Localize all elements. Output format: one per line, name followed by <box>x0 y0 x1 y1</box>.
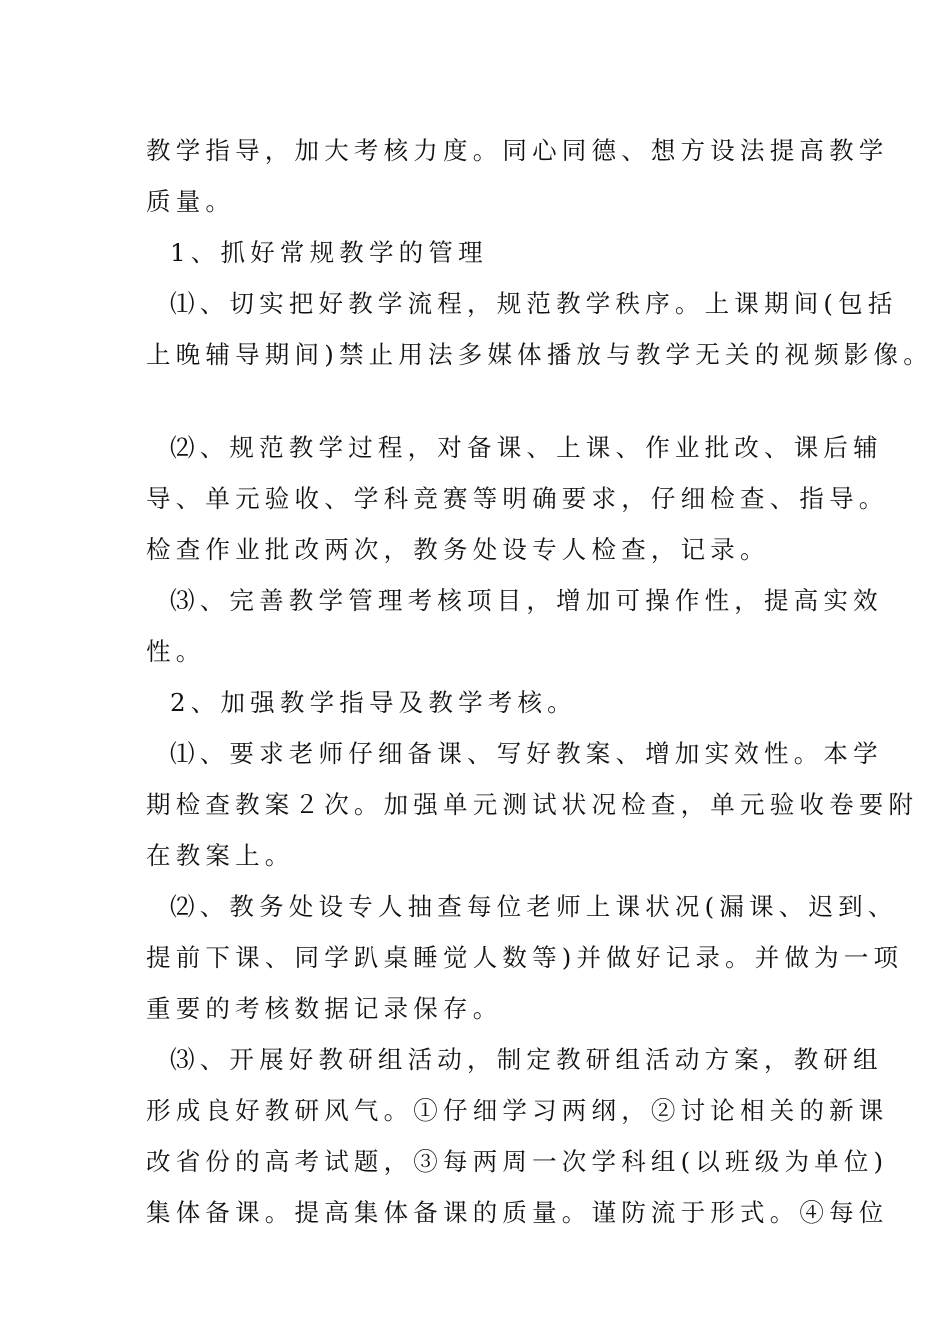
text-line-9: ⑶、完善教学管理考核项目，增加可操作性，提高实效 <box>170 586 883 615</box>
text-line-8: 检查作业批改两次，教务处设专人检查，记录。 <box>146 535 770 564</box>
text-line-16: 提前下课、同学趴桌睡觉人数等)并做好记录。并做为一项 <box>146 943 904 972</box>
text-line-17: 重要的考核数据记录保存。 <box>146 994 503 1023</box>
text-line-6: ⑵、规范教学过程，对备课、上课、作业批改、课后辅 <box>170 433 883 462</box>
text-line-4: ⑴、切实把好教学流程，规范教学秩序。上课期间(包括 <box>170 289 898 318</box>
text-line-21: 集体备课。提高集体备课的质量。谨防流于形式。④每位 <box>146 1198 889 1227</box>
text-line-5: 上晚辅导期间)禁止用法多媒体播放与教学无关的视频影像。 <box>146 340 933 369</box>
text-line-1: 教学指导，加大考核力度。同心同德、想方设法提高教学 <box>146 136 889 165</box>
heading-2: 2、加强教学指导及教学考核。 <box>170 688 577 717</box>
text-line-15: ⑵、教务处设专人抽查每位老师上课状况(漏课、迟到、 <box>170 892 898 921</box>
text-line-7: 导、单元验收、学科竞赛等明确要求，仔细检查、指导。 <box>146 484 889 513</box>
text-line-20: 改省份的高考试题，③每两周一次学科组(以班级为单位) <box>146 1147 889 1176</box>
text-line-13: 期检查教案２次。加强单元测试状况检查，单元验收卷要附 <box>146 790 919 819</box>
text-line-19: 形成良好教研风气。①仔细学习两纲，②讨论相关的新课 <box>146 1096 889 1125</box>
heading-1: 1、抓好常规教学的管理 <box>170 238 488 267</box>
paragraph-gap <box>146 380 826 422</box>
text-line-14: 在教案上。 <box>146 841 295 870</box>
text-line-2: 质量。 <box>146 187 236 216</box>
text-line-18: ⑶、开展好教研组活动，制定教研组活动方案，教研组 <box>170 1045 883 1074</box>
text-line-12: ⑴、要求老师仔细备课、写好教案、增加实效性。本学 <box>170 739 883 768</box>
text-line-10: 性。 <box>146 637 206 666</box>
document-body <box>146 125 933 1238</box>
